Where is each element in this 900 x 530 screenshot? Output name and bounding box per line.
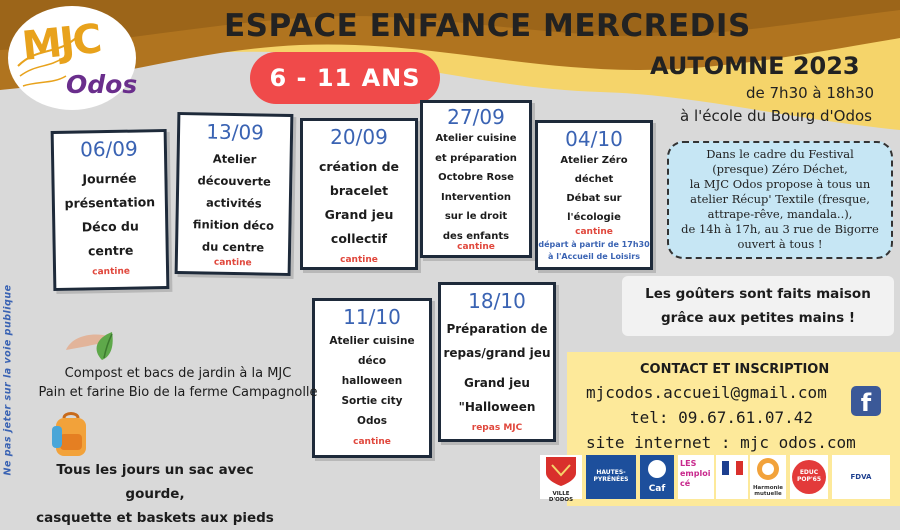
festival-line: (presque) Zéro Déchet, xyxy=(712,162,848,176)
card-line: Grand jeu xyxy=(324,207,394,222)
backpack-icon xyxy=(48,412,96,458)
card-date: 04/10 xyxy=(565,127,623,151)
festival-line: ouvert à tous ! xyxy=(737,237,823,251)
card-13-09 xyxy=(175,112,294,276)
svg-text:Caf: Caf xyxy=(648,484,666,494)
card-line: Déco du xyxy=(81,218,139,235)
facebook-icon[interactable]: f xyxy=(851,386,881,416)
card-date: 27/09 xyxy=(447,105,505,129)
card-line: "Halloween xyxy=(458,400,536,414)
card-note: cantine xyxy=(213,257,252,269)
contact-phone[interactable]: tel: 09.67.61.07.42 xyxy=(630,408,814,427)
card-note: cantine xyxy=(353,437,391,447)
contact-email[interactable]: mjcodos.accueil@gmail.com xyxy=(586,383,827,402)
card-note: cantine xyxy=(92,266,131,278)
card-date: 06/09 xyxy=(79,136,138,162)
mjc-odos-logo xyxy=(8,6,136,110)
sponsor-label: Harmonie mutuelle xyxy=(752,485,784,497)
card-06-09 xyxy=(51,129,170,291)
card-line: Sortie city xyxy=(341,395,403,407)
season-label: AUTOMNE 2023 xyxy=(650,52,860,80)
card-date: 11/10 xyxy=(343,305,401,329)
festival-line: de 14h à 17h, au 3 rue de Bigorre xyxy=(681,222,879,236)
card-note: cantine xyxy=(340,255,378,265)
gouters-note xyxy=(622,276,894,336)
card-line: déco xyxy=(357,355,387,367)
card-line: Odos xyxy=(357,415,387,427)
gouters-line: grâce aux petites mains ! xyxy=(661,310,855,326)
hours-label: de 7h30 à 18h30 xyxy=(746,84,875,102)
festival-line: attrape-rêve, mandala..), xyxy=(707,207,853,221)
card-27-09 xyxy=(420,100,532,258)
bag-line: casquette et baskets aux pieds xyxy=(36,510,274,526)
card-line: centre xyxy=(87,242,134,259)
card-line: sur le droit xyxy=(444,211,508,222)
compost-note xyxy=(28,364,328,402)
card-note: cantine xyxy=(575,227,613,237)
sponsor-label: LES emploi cé xyxy=(680,459,711,488)
sponsor-educ-pop xyxy=(790,455,828,499)
card-line: activités xyxy=(205,195,262,211)
card-line: Atelier Zéro xyxy=(560,155,628,166)
sponsor-fdva xyxy=(832,455,890,499)
card-note: repas MJC xyxy=(471,423,523,433)
card-line: présentation xyxy=(64,194,156,211)
card-11-10 xyxy=(312,298,432,458)
place-label: à l'école du Bourg d'Odos xyxy=(680,107,872,125)
card-line: Débat sur xyxy=(566,193,622,204)
card-line: Atelier cuisine xyxy=(329,335,415,347)
card-line: du centre xyxy=(201,239,265,255)
compost-line: Pain et farine Bio de la ferme Campagnolle xyxy=(38,385,318,400)
card-20-09 xyxy=(300,118,418,270)
sponsor-label: FDVA xyxy=(850,473,872,481)
sponsor-label: HAUTES-PYRÉNÉES xyxy=(593,469,629,483)
leaf-hand-icon xyxy=(62,316,124,366)
card-line: Préparation de xyxy=(446,322,548,336)
card-date: 13/09 xyxy=(206,119,265,145)
card-line: Octobre Rose xyxy=(438,172,514,183)
gouters-line: Les goûters sont faits maison xyxy=(645,286,871,302)
page-title: ESPACE ENFANCE MERCREDIS xyxy=(224,8,751,44)
card-line: Atelier cuisine xyxy=(435,133,517,144)
bag-line: Tous les jours un sac avec gourde, xyxy=(56,462,254,502)
festival-box xyxy=(667,141,893,259)
card-18-10 xyxy=(438,282,556,442)
card-line: halloween xyxy=(341,375,403,387)
sponsor-caf xyxy=(640,455,674,499)
festival-line: la MJC Odos propose à tous un xyxy=(689,177,871,191)
card-line: des enfants xyxy=(442,230,510,242)
card-line: l'écologie xyxy=(567,212,621,223)
card-line: découverte xyxy=(197,173,271,189)
card-line: création de xyxy=(318,159,399,174)
card-line: Journée xyxy=(82,170,137,187)
contact-title: CONTACT ET INSCRIPTION xyxy=(640,362,830,377)
card-line: collectif xyxy=(330,231,388,246)
card-line: déchet xyxy=(574,174,614,185)
card-line: Intervention xyxy=(441,191,511,203)
card-note: cantine xyxy=(457,242,495,252)
age-badge: 6 - 11 ANS xyxy=(250,52,440,104)
card-line: finition déco xyxy=(192,217,275,233)
card-date: 18/10 xyxy=(468,289,526,313)
card-line: Atelier xyxy=(212,151,257,167)
logo-mjc-text: MJC xyxy=(19,16,103,70)
bag-note xyxy=(30,458,280,530)
sponsor-republique xyxy=(716,455,748,499)
sponsor-hautes-pyrenees xyxy=(586,455,636,499)
sponsor-ville-odos xyxy=(540,455,582,503)
sponsor-harmonie xyxy=(750,455,786,499)
festival-line: atelier Récup' Textile (fresque, xyxy=(690,192,870,206)
sponsor-label: EDUC POP'65 xyxy=(796,469,822,483)
card-line: repas/grand jeu xyxy=(443,346,551,360)
vertical-note: Ne pas jeter sur la voie publique xyxy=(2,284,14,476)
sponsor-emploi xyxy=(678,455,714,499)
logo-odos-text: Odos xyxy=(66,70,138,99)
sponsor-label: VILLE D'ODOS xyxy=(548,491,574,503)
card-extra: à l'Accueil de Loisirs xyxy=(548,252,640,261)
card-line: et préparation xyxy=(435,152,517,164)
contact-website[interactable]: site internet : mjc odos.com xyxy=(586,433,856,452)
card-line: bracelet xyxy=(329,183,389,198)
festival-line: Dans le cadre du Festival xyxy=(706,147,854,161)
card-extra: départ à partir de 17h30 xyxy=(538,240,650,249)
card-date: 20/09 xyxy=(330,125,388,149)
card-04-10 xyxy=(535,120,653,270)
card-line: Grand jeu xyxy=(464,376,530,390)
compost-line: Compost et bacs de jardin à la MJC xyxy=(64,366,292,381)
